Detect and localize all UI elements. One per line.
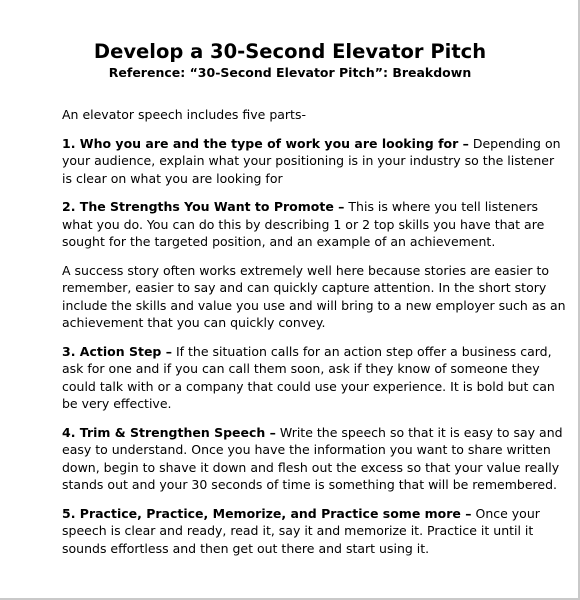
section-text: Once your speech is clear and ready, read it, say it and memorize it. Practice it until it sounds effortless and then get out there and start using it. bbox=[62, 505, 540, 556]
page-title: Develop a 30-Second Elevator Pitch bbox=[93, 40, 487, 63]
section-heading: 1. Who you are and the type of work you are looking for – bbox=[62, 135, 469, 151]
section-4 bbox=[62, 424, 567, 494]
section-heading: 3. Action Step – bbox=[62, 343, 172, 359]
success-story-paragraph bbox=[62, 262, 567, 332]
section-text: Write the speech so that it is easy to say and easy to understand. Once you have the information you want to share written down, begin to shave it down and flesh out the excess so that your value really stands out and your 30 seconds of time is something that will be remembered. bbox=[62, 424, 563, 492]
section-3 bbox=[62, 343, 567, 413]
section-text: If the situation calls for an action step offer a business card, ask for one and if you can call them soon, ask if they know of someone they could talk with or a company that could use your experience. It is bold but can be very effective. bbox=[62, 343, 555, 411]
section-2 bbox=[62, 198, 567, 251]
section-1 bbox=[62, 135, 567, 188]
section-text: Depending on your audience, explain what your positioning is in your industry so the listener is clear on what you are looking for bbox=[62, 135, 561, 186]
document-body bbox=[62, 106, 567, 568]
intro-text: An elevator speech includes five parts- bbox=[62, 107, 306, 122]
page-subtitle: Reference: “30-Second Elevator Pitch”: Breakdown bbox=[108, 65, 472, 80]
section-heading: 2. The Strengths You Want to Promote – bbox=[62, 199, 345, 214]
section-heading: 5. Practice, Practice, Memorize, and Practice some more – bbox=[62, 505, 472, 521]
section-heading: 4. Trim & Strengthen Speech – bbox=[62, 424, 276, 440]
section-5 bbox=[62, 505, 567, 558]
section-text: This is where you tell listeners what you do. You can do this by describing 1 or 2 top skills you have that are sought for the targeted position, and an example of an achievement. bbox=[62, 199, 545, 249]
section-text: A success story often works extremely well here because stories are easier to remember, easier to say and can quickly capture attention. In the short story include the skills and value you use and will bring to a new employer such as an achievement that you can quickly convey. bbox=[62, 262, 566, 330]
